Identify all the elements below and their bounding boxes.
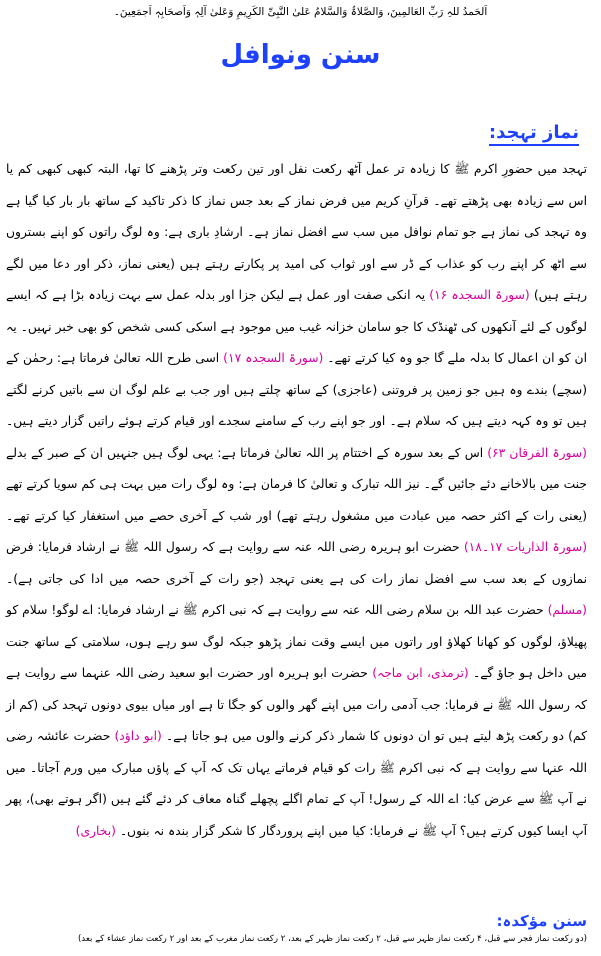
section-heading-tahajjud: نماز تہجد: <box>489 122 579 146</box>
quran-reference: (سورۃ الذاریات ۱۷۔۱۸) <box>463 540 587 554</box>
quran-reference: (سورۃ السجدہ ۱۷) <box>223 351 324 365</box>
page-title: سنن ونوافل <box>220 40 381 70</box>
paragraph-segment: حضرت ابو ہریرہ رضی اللہ عنہ سے روایت ہے کہ رسول اللہ ﷺ نے ارشاد فرمایا: فرض نمازوں کے بعد سب سے افضل نماز رات کی ہے یعنی تہجد (جو رات کے آخری حصہ میں ادا کی جاتی ہے)۔ <box>6 540 587 586</box>
hadith-reference: (ترمذی، ابن ماجہ) <box>372 666 469 680</box>
paragraph-segment: حضرت عائشہ رضی اللہ عنہا سے روایت ہے کہ نبی اکرم ﷺ رات کو قیام فرماتے یہاں تک کہ آپ کے پاؤں مبارک میں ورم آجاتا۔ میں نے آپ ﷺ سے عرض کیا: اے اللہ کے رسول! آپ کے تمام اگلے پچھلے گناہ معاف کر دئے گئے ہیں (اگر ہوتے بھی)، پھر آپ ایسا کیوں کرتے ہیں؟ آپ ﷺ نے فرمایا: کیا میں اپنے پروردگار کا شکر گزار بندہ نہ بنوں۔ <box>6 729 587 838</box>
paragraph-segment: اس کے بعد سورہ کے اختتام پر اللہ تعالیٰ فرماتا ہے: یہی لوگ ہیں جنہیں ان کے صبر کے بدلے جنت میں بالاخانے دئے جائیں گے۔ نیز اللہ تبارک و تعالیٰ کا فرمان ہے: وہ لوگ رات میں بہت ہی کم سویا کرتے تھے (یعنی رات کے اکثر حصہ میں عبادت میں مشغول رہتے تھے) اور شب کے آخری حصے میں استغفار کیا کرتے تھے۔ <box>6 445 587 523</box>
hadith-reference: (مسلم) <box>547 603 587 617</box>
invocation-line: اَلحَمدُ للہِ رَبِّ العَالمِینَ، وَالصَّلاۃُ وَالسَّلامُ عَلیٰ النَّبِیِّ الکَرِیمِ وَعَلیٰ آلِہٖ وَاَصحَابِہٖ اَجمَعِینَ۔ <box>113 6 488 18</box>
section-heading-sunnah-muakkadah: سنن مؤکدہ: <box>496 912 587 930</box>
hadith-reference: (ابو داؤد) <box>114 729 162 743</box>
sunnah-muakkadah-detail: (دو رکعت نماز فجر سے قبل، ۴ رکعت نماز ظہر سے قبل، ۲ رکعت نماز ظہر کے بعد، ۲ رکعت نماز مغرب کے بعد اور ۲ رکعت نماز عشاء کے بعد) <box>77 934 587 944</box>
paragraph-segment: حضرت عبد اللہ بن سلام رضی اللہ عنہ سے روایت ہے کہ نبی اکرم ﷺ نے ارشاد فرمایا: اے لوگو! سلام کو پھیلاؤ، لوگوں کو کھانا کھلاؤ اور راتوں میں ایسے وقت نماز پڑھو جبکہ لوگ سو رہے ہوں، سلامتی کے ساتھ جنت میں داخل ہو جاؤ گے۔ <box>6 603 587 680</box>
quran-reference: (سورۃ السجدہ ۱۶) <box>429 288 530 302</box>
paragraph-segment: اسی طرح اللہ تعالیٰ فرماتا ہے: رحمٰن کے (سچے) بندے وہ ہیں جو زمین پر فروتنی (عاجزی) کے ساتھ چلتے ہیں اور جب بے علم لوگ ان سے باتیں کرنے لگتے ہیں تو وہ کہہ دیتے ہیں کہ سلام ہے۔ اور جو اپنے رب کے سامنے سجدے اور قیام کرتے ہوئے راتیں گزار دیتے ہیں۔ <box>6 351 587 428</box>
paragraph-segment: یہ انکی صفت اور عمل ہے لیکن جزا اور بدلہ عمل سے بہت زیادہ بڑا ہے کہ ایسے لوگوں کے لئے آنکھوں کی ٹھنڈک کا جو سامان خزانہ غیب میں موجود ہے اسکی کسی شخص کو بھی خبر نہیں۔ یہ ان کو ان اعمال کا بدلہ ملے گا جو وہ کیا کرتے تھے۔ <box>6 288 588 365</box>
paragraph-segment: تہجد میں حضورِ اکرم ﷺ کا زیادہ تر عمل آٹھ رکعت نفل اور تین رکعت وتر پڑھنے کا تھا، البتہ کبھی کبھی کم یا اس سے زیادہ بھی پڑھتے تھے۔ قرآنِ کریم میں فرض نماز کے بعد جس نماز کا ذکر تاکید کے ساتھ بار بار کیا گیا ہے وہ تہجد کی نماز ہے جو تمام نوافل میں سب سے افضل نماز ہے۔ ارشادِ باری ہے: وہ لوگ راتوں کو اپنے بستروں سے اٹھ کر اپنے رب کو عذاب کے ڈر سے اور ثواب کی امید پر پکارتے رہتے ہیں (یعنی نماز، ذکر اور دعا میں لگے رہتے ہیں) <box>6 162 588 302</box>
quran-reference: (سورۃ الفرقان ۶۳) <box>487 445 587 460</box>
paragraph-segment: حضرت ابو ہریرہ اور حضرت ابو سعید رضی اللہ عنہما سے روایت ہے کہ رسول اللہ ﷺ نے فرمایا: جب آدمی رات میں اپنے گھر والوں کو جگا تا ہے اور میاں بیوی دونوں تہجد کی (کم از کم) دو رکعت پڑھ لیتے ہیں تو ان دونوں کا شمار ذکر کرنے والوں میں ہو جاتا ہے۔ <box>6 666 587 743</box>
tahajjud-body-text <box>6 154 587 847</box>
hadith-reference: (بخاری) <box>75 823 116 838</box>
